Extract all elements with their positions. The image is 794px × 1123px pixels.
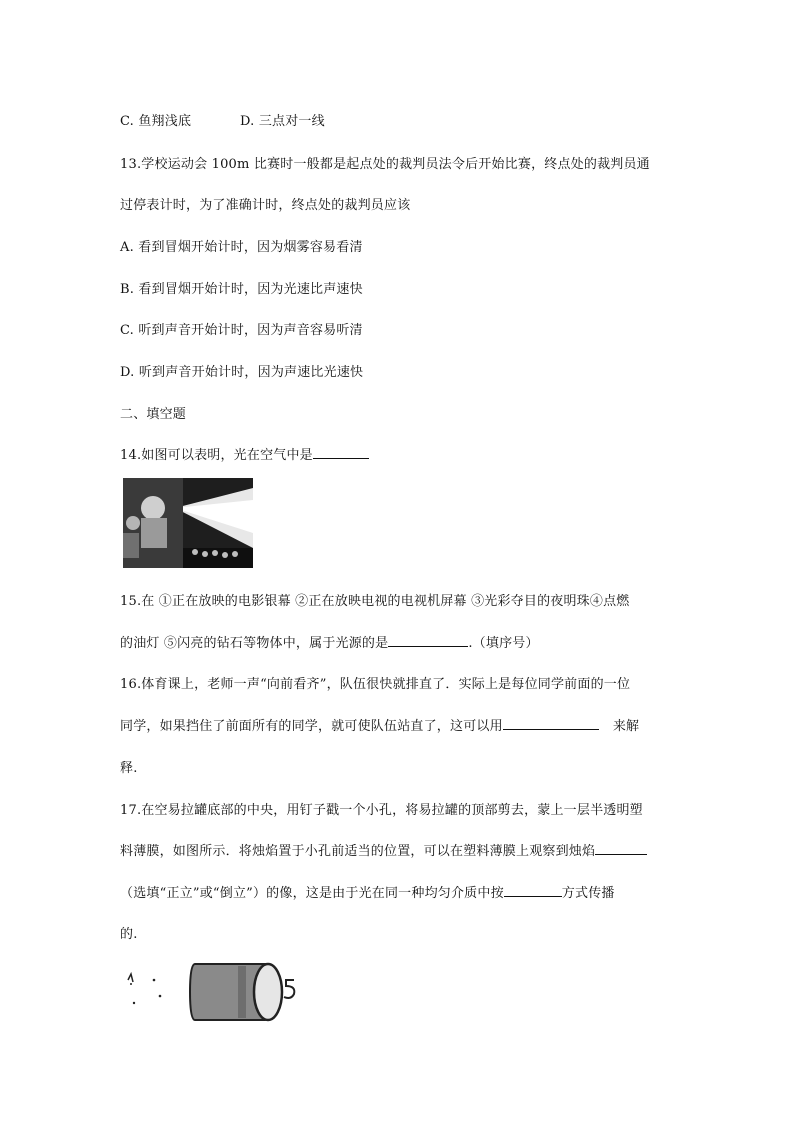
option-d: D. 三点对一线: [240, 114, 325, 129]
answer-blank: [595, 842, 647, 855]
question-17-line2: [120, 840, 647, 859]
answer-blank: [504, 884, 562, 897]
question-13-option-c: C. 听到声音开始计时，因为声音容易听清: [120, 323, 363, 338]
question-14: [120, 444, 369, 463]
question-17-text-b: 方式传播: [561, 886, 615, 901]
question-13-option-b: B. 看到冒烟开始计时，因为光速比声速快: [120, 282, 363, 297]
question-17-line1: 17.在空易拉罐底部的中央，用钉子戳一个小孔，将易拉罐的顶部剪去，蒙上一层半透明塑: [120, 803, 643, 818]
question-17-text-a: （选填“正立”或“倒立”）的像，这是由于光在同一种均匀介质中按: [120, 886, 504, 901]
question-13-option-a: A. 看到冒烟开始计时，因为烟雾容易看清: [120, 240, 363, 255]
question-16-text-b: 来解: [612, 719, 640, 734]
pinhole-can-figure: [120, 958, 300, 1028]
answer-blank: [503, 717, 599, 730]
question-15-line2: [120, 632, 539, 651]
question-13-line2: 过停表计时，为了准确计时，终点处的裁判员应该: [120, 198, 411, 213]
question-17-line4: 的.: [120, 927, 138, 942]
question-16-line3: 释.: [120, 761, 138, 776]
question-14-text: 14.如图可以表明，光在空气中是: [120, 448, 313, 463]
question-13-line1: 13.学校运动会 100m 比赛时一般都是起点处的裁判员法令后开始比赛，终点处的裁判员通: [120, 157, 650, 172]
question-16-line1: 16.体育课上，老师一声“向前看齐”，队伍很快就排直了．实际上是每位同学前面的一位: [120, 677, 631, 692]
question-17-text: 料薄膜，如图所示．将烛焰置于小孔前适当的位置，可以在塑料薄膜上观察到烛焰: [120, 844, 596, 859]
question-16-text-a: 同学，如果挡住了前面所有的同学，就可使队伍站直了，这可以用: [120, 719, 503, 734]
section-title: 二、填空题: [120, 407, 187, 422]
question-16-line2: [120, 715, 639, 734]
option-c: C. 鱼翔浅底: [120, 114, 192, 129]
question-15-text-a: 的油灯 ⑤闪亮的钻石等物体中，属于光源的是: [120, 636, 389, 651]
question-17-line3: [120, 882, 615, 901]
answer-blank: [388, 634, 468, 647]
question-15-text-b: .（填序号）: [468, 636, 539, 651]
question-13-option-d: D. 听到声音开始计时，因为声速比光速快: [120, 365, 364, 380]
projector-light-photo: [123, 478, 253, 568]
answer-blank: [313, 446, 369, 459]
question-15-line1: 15.在 ①正在放映的电影银幕 ②正在放映电视的电视机屏幕 ③光彩夺目的夜明珠④点燃: [120, 594, 630, 609]
